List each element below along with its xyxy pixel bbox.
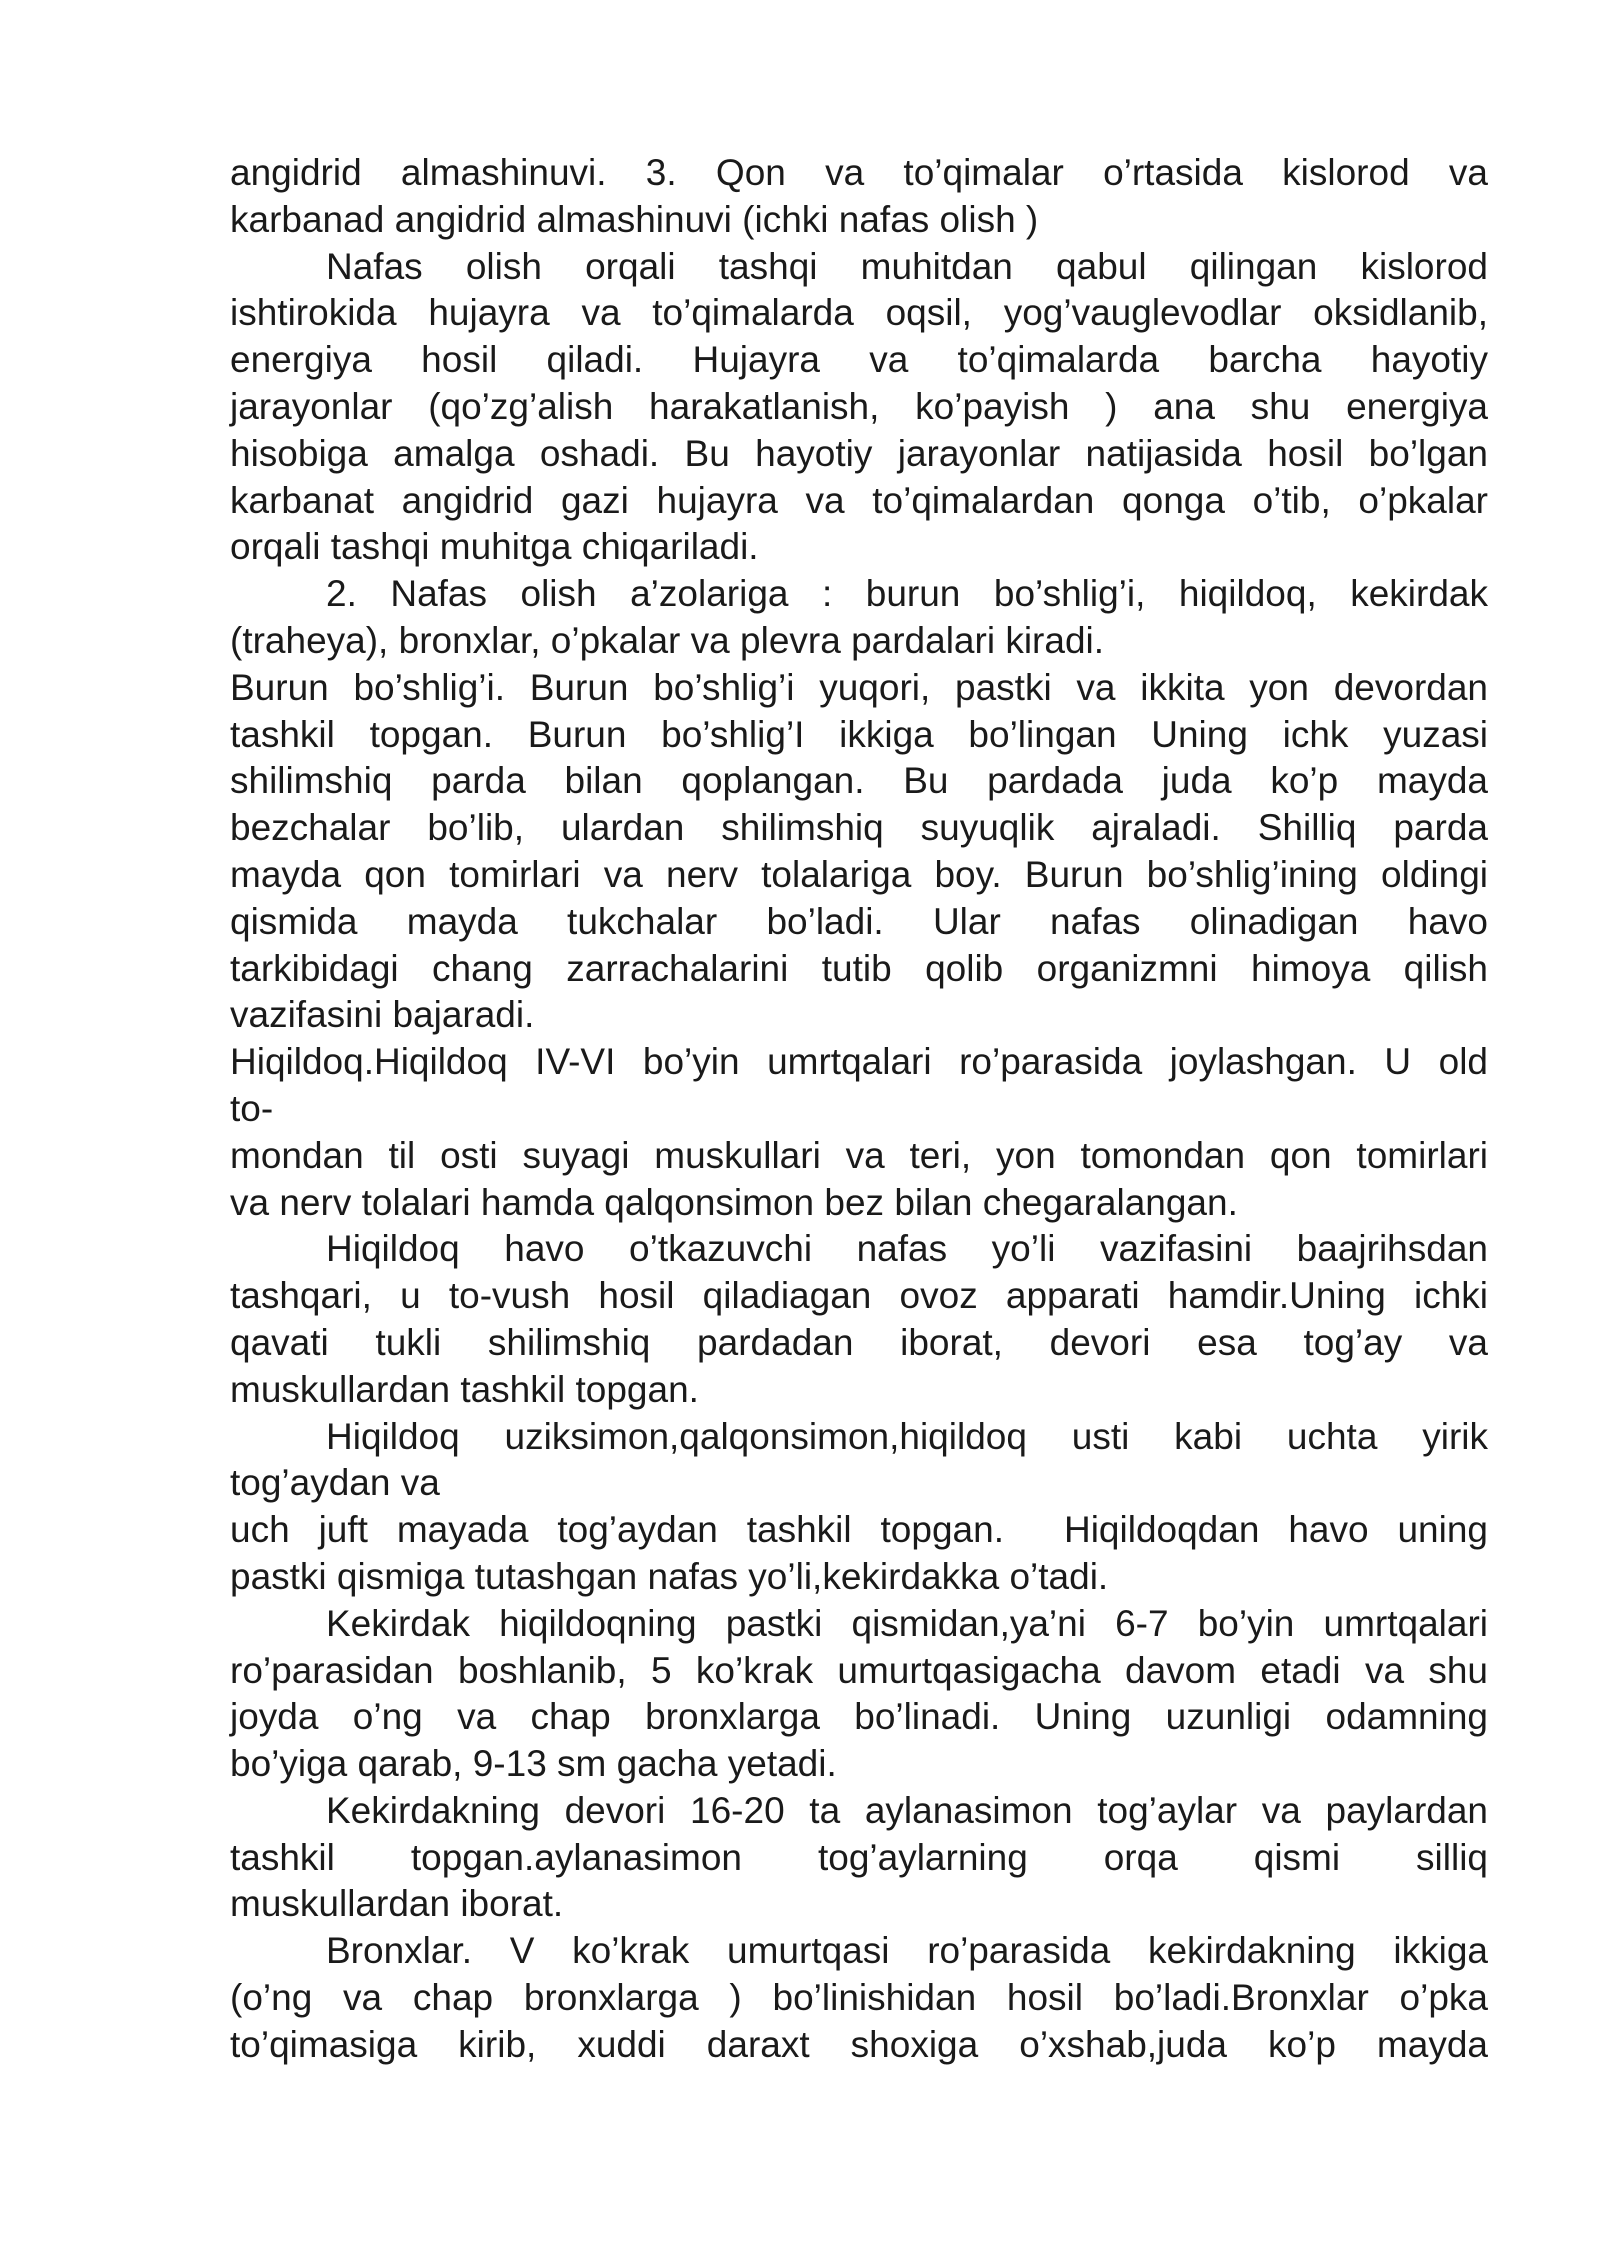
text-line: [230, 1086, 1488, 1133]
text-line-content: 2. Nafas olish a’zolariga : burun bo’shlig’i, hiqildoq, kekirdak: [326, 573, 1488, 615]
text-line: [230, 946, 1488, 993]
text-line-content: bezchalar bo’lib, ulardan shilimshiq suyuqlik ajraladi. Shilliq parda: [230, 807, 1488, 849]
text-line-content: tashkil topgan.aylanasimon tog’aylarning orqa qismi silliq: [230, 1836, 1488, 1878]
text-line-content: hisobiga amalga oshadi. Bu hayotiy jarayonlar natijasida hosil bo’lgan: [230, 432, 1488, 474]
text-line: [230, 1788, 1488, 1835]
text-line: [230, 1226, 1488, 1273]
text-line-content: karbanad angidrid almashinuvi (ichki nafas olish ): [230, 198, 1039, 240]
text-line: [230, 618, 1488, 665]
text-line-content: muskullardan iborat.: [230, 1883, 564, 1925]
text-line-content: jarayonlar (qo’zg’alish harakatlanish, ko’payish ) ana shu energiya: [230, 385, 1488, 427]
text-line-content: mondan til osti suyagi muskullari va teri, yon tomondan qon tomirlari: [230, 1134, 1488, 1176]
text-line-content: Hiqildoq.Hiqildoq IV-VI bo’yin umrtqalari ro’parasida joylashgan. U old: [230, 1041, 1488, 1083]
text-line-content: qavati tukli shilimshiq pardadan iborat, devori esa tog’ay va: [230, 1321, 1488, 1363]
text-line-content: karbanat angidrid gazi hujayra va to’qimalardan qonga o’tib, o’pkalar: [230, 479, 1488, 521]
text-line-tail: Hiqildoqdan havo uning: [1063, 1509, 1488, 1551]
text-line: [230, 524, 1488, 571]
text-line: [230, 1133, 1488, 1180]
text-line-content: (traheya), bronxlar, o’pkalar va plevra pardalari kiradi.: [230, 619, 1105, 661]
text-line: [230, 852, 1488, 899]
text-line: [230, 1320, 1488, 1367]
text-line-content: Bronxlar. V ko’krak umurtqasi ro’parasida kekirdakning ikkiga: [326, 1930, 1488, 1972]
text-line-content: to’qimasiga kirib, xuddi daraxt shoxiga o’xshab,juda ko’p mayda: [230, 2023, 1488, 2065]
text-line: [230, 1928, 1488, 1975]
text-line: [230, 1367, 1488, 1414]
text-line: [230, 1975, 1488, 2022]
text-line-content: Burun bo’shlig’i. Burun bo’shlig’i yuqori, pastki va ikkita yon devordan: [230, 666, 1488, 708]
text-line: [230, 290, 1488, 337]
text-line: [230, 1601, 1488, 1648]
text-line-content: angidrid almashinuvi. 3. Qon va to’qimalar o’rtasida kislorod va: [230, 152, 1488, 193]
text-line: [230, 1648, 1488, 1695]
text-line-content: Hiqildoq havo o’tkazuvchi nafas yo’li vazifasini baajrihsdan: [326, 1228, 1488, 1270]
text-line-content: joyda o’ng va chap bronxlarga bo’linadi. Uning uzunligi odamning: [230, 1696, 1488, 1738]
text-line-content: orqali tashqi muhitga chiqariladi.: [230, 526, 759, 568]
text-line: [230, 384, 1488, 431]
text-line: [230, 758, 1488, 805]
text-line: [230, 712, 1488, 759]
text-line-content: mayda qon tomirlari va nerv tolalariga boy. Burun bo’shlig’ining oldingi: [230, 853, 1488, 895]
text-line-content: qismida mayda tukchalar bo’ladi. Ular nafas olinadigan havo: [230, 900, 1488, 942]
text-line: [230, 899, 1488, 946]
text-line: [230, 431, 1488, 478]
text-line-content: to-: [230, 1087, 274, 1129]
text-line-content: Kekirdak hiqildoqning pastki qismidan,ya’ni 6-7 bo’yin umrtqalari: [326, 1602, 1488, 1644]
text-line: [230, 478, 1488, 525]
text-line-content: Nafas olish orqali tashqi muhitdan qabul qilingan kislorod: [326, 245, 1488, 287]
text-line-content: va nerv tolalari hamda qalqonsimon bez bilan chegaralangan.: [230, 1181, 1238, 1223]
text-line-content: pastki qismiga tutashgan nafas yo’li,kekirdakka o’tadi.: [230, 1555, 1109, 1597]
text-line-content: uch juft mayada tog’aydan tashkil topgan.: [230, 1509, 1004, 1551]
text-line: [230, 337, 1488, 384]
text-line: [230, 1741, 1488, 1788]
text-line-content: vazifasini bajaradi.: [230, 994, 535, 1036]
text-line-content: Kekirdakning devori 16-20 ta aylanasimon tog’aylar va paylardan: [326, 1789, 1488, 1831]
text-line: [230, 1039, 1488, 1086]
text-line-content: tarkibidagi chang zarrachalarini tutib qolib organizmni himoya qilish: [230, 947, 1488, 989]
text-line-content: ro’parasidan boshlanib, 5 ko’krak umurtqasigacha davom etadi va shu: [230, 1649, 1488, 1691]
text-line: [230, 571, 1488, 618]
text-line: [230, 1414, 1488, 1461]
text-line-content: (o’ng va chap bronxlarga ) bo’linishidan hosil bo’ladi.Bronxlar o’pka: [230, 1977, 1488, 2019]
text-line-content: tog’aydan va: [230, 1462, 440, 1504]
text-line: [230, 2022, 1488, 2069]
text-line: [230, 1460, 1488, 1507]
text-line-content: Hiqildoq uziksimon,qalqonsimon,hiqildoq usti kabi uchta yirik: [326, 1415, 1488, 1457]
text-line: [230, 150, 1488, 197]
text-line-content: energiya hosil qiladi. Hujayra va to’qimalarda barcha hayotiy: [230, 339, 1488, 381]
text-line: [230, 244, 1488, 291]
text-line: [230, 1554, 1488, 1601]
text-line: [230, 197, 1488, 244]
text-line: [230, 1180, 1488, 1227]
text-line-content: muskullardan tashkil topgan.: [230, 1368, 699, 1410]
text-line: [230, 1694, 1488, 1741]
text-line-content: shilimshiq parda bilan qoplangan. Bu pardada juda ko’p mayda: [230, 760, 1488, 802]
text-line: [230, 665, 1488, 712]
text-line-content: ishtirokida hujayra va to’qimalarda oqsil, yog’vauglevodlar oksidlanib,: [230, 292, 1488, 334]
text-line-content: tashkil topgan. Burun bo’shlig’I ikkiga bo’lingan Uning ichk yuzasi: [230, 713, 1488, 755]
document-page: [230, 150, 1488, 2069]
text-line: [230, 1507, 1488, 1554]
text-line: [230, 1881, 1488, 1928]
text-line: [230, 992, 1488, 1039]
text-line: [230, 1835, 1488, 1882]
text-line: [230, 805, 1488, 852]
text-line-content: bo’yiga qarab, 9-13 sm gacha yetadi.: [230, 1743, 837, 1785]
text-line-content: tashqari, u to-vush hosil qiladiagan ovoz apparati hamdir.Uning ichki: [230, 1275, 1488, 1317]
text-line: [230, 1273, 1488, 1320]
